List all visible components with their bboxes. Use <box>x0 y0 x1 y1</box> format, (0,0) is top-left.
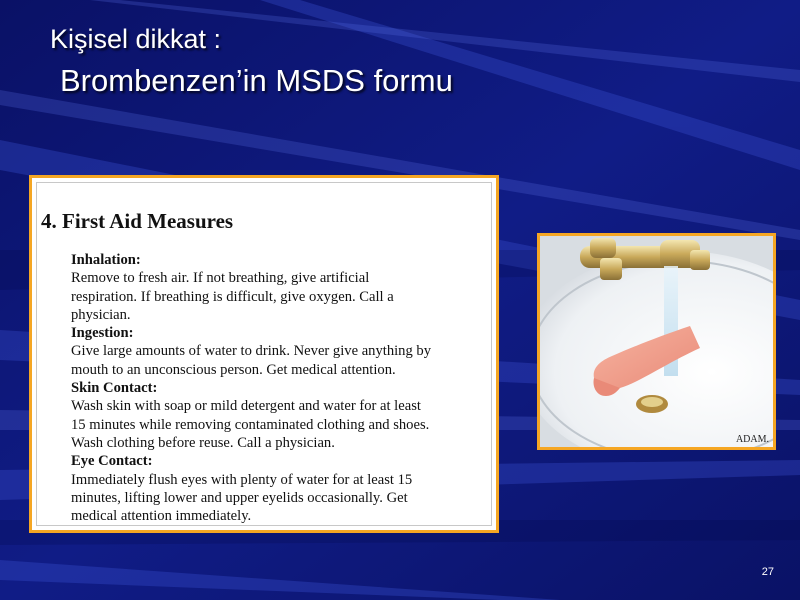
adam-credit-logo: ADAM. <box>735 434 769 445</box>
slide-title-line-2: Brombenzen’in MSDS formu <box>60 63 453 98</box>
ingestion-text-line: mouth to an unconscious person. Get medical attention. <box>71 361 396 378</box>
inhalation-title: Inhalation: <box>71 252 141 268</box>
msds-section-heading: 4. First Aid Measures <box>41 209 234 233</box>
skin-contact-text-line: Wash clothing before reuse. Call a physician. <box>71 434 335 451</box>
eye-contact-text-line: minutes, lifting lower and upper eyelids occasionally. Get <box>71 489 408 506</box>
skin-contact-text-line: 15 minutes while removing contaminated clothing and shoes. <box>71 416 430 433</box>
inhalation-text-line: Remove to fresh air. If not breathing, give artificial <box>71 270 370 287</box>
skin-contact-title: Skin Contact: <box>71 380 158 397</box>
slide-page-number: 27 <box>761 566 774 578</box>
skin-contact-text-line: Wash skin with soap or mild detergent and water for at least <box>71 398 421 415</box>
inhalation-text-line: physician. <box>71 306 131 323</box>
inhalation-text-line: respiration. If breathing is difficult, give oxygen. Call a <box>71 288 394 305</box>
ingestion-text-line: Give large amounts of water to drink. Never give anything by <box>71 343 432 360</box>
hand-washing-photo <box>537 233 776 450</box>
msds-excerpt-panel <box>29 175 499 533</box>
slide-title-line-1: Kişisel dikkat : <box>50 24 222 54</box>
msds-document <box>36 182 492 526</box>
first-aid-list <box>71 251 491 525</box>
hand-under-faucet-illustration <box>540 236 773 447</box>
eye-contact-text-line: medical attention immediately. <box>71 508 252 525</box>
eye-contact-title: Eye Contact: <box>71 453 153 470</box>
ingestion-title: Ingestion: <box>71 325 134 342</box>
eye-contact-text-line: Immediately flush eyes with plenty of water for at least 15 <box>71 471 413 488</box>
